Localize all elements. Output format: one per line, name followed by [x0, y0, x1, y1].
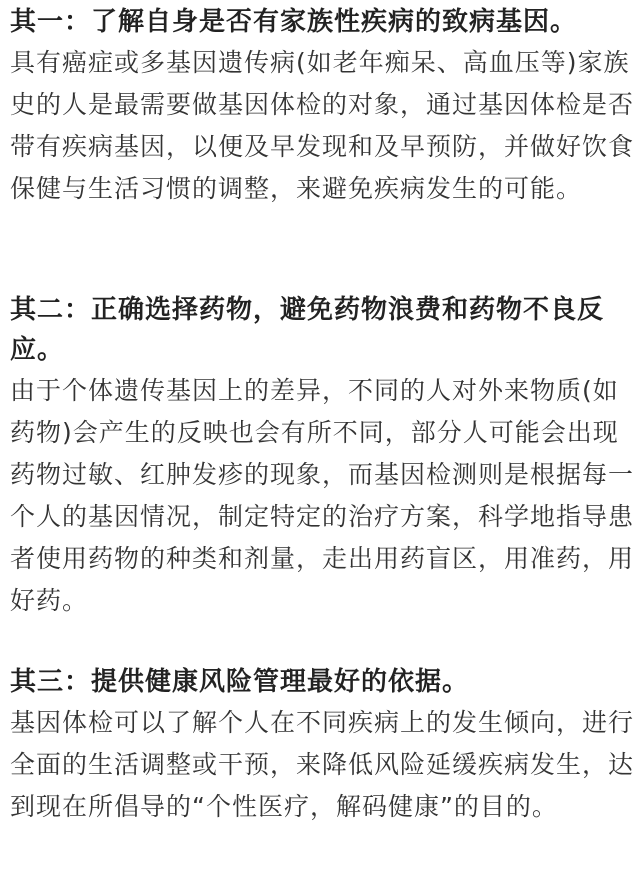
- section-three-heading: 其三：提供健康风险管理最好的依据。: [10, 667, 470, 697]
- section-one: [10, 2, 635, 210]
- section-two-body: 由于个体遗传基因上的差异，不同的人对外来物质(如药物)会产生的反映也会有所不同，部分人可能会出现药物过敏、红肿发疹的现象，而基因检测则是根据每一个人的基因情况，制定特定的治疗方案，科学地指导患者使用药物的种类和剂量，走出用药盲区，用准药，用好药。: [10, 376, 635, 615]
- section-one-heading: 其一：了解自身是否有家族性疾病的致病基因。: [10, 7, 578, 37]
- section-two: [10, 290, 635, 622]
- section-three-body: 基因体检可以了解个人在不同疾病上的发生倾向，进行全面的生活调整或干预，来降低风险延缓疾病发生，达到现在所倡导的“个性医疗，解码健康”的目的。: [10, 708, 635, 821]
- section-two-heading: 其二：正确选择药物，避免药物浪费和药物不良反应。: [10, 295, 605, 365]
- section-three: [10, 662, 635, 828]
- section-one-body: 具有癌症或多基因遗传病(如老年痴呆、高血压等)家族史的人是最需要做基因体检的对象，通过基因体检是否带有疾病基因，以便及早发现和及早预防，并做好饮食保健与生活习惯的调整，来避免疾病发生的可能。: [10, 48, 635, 203]
